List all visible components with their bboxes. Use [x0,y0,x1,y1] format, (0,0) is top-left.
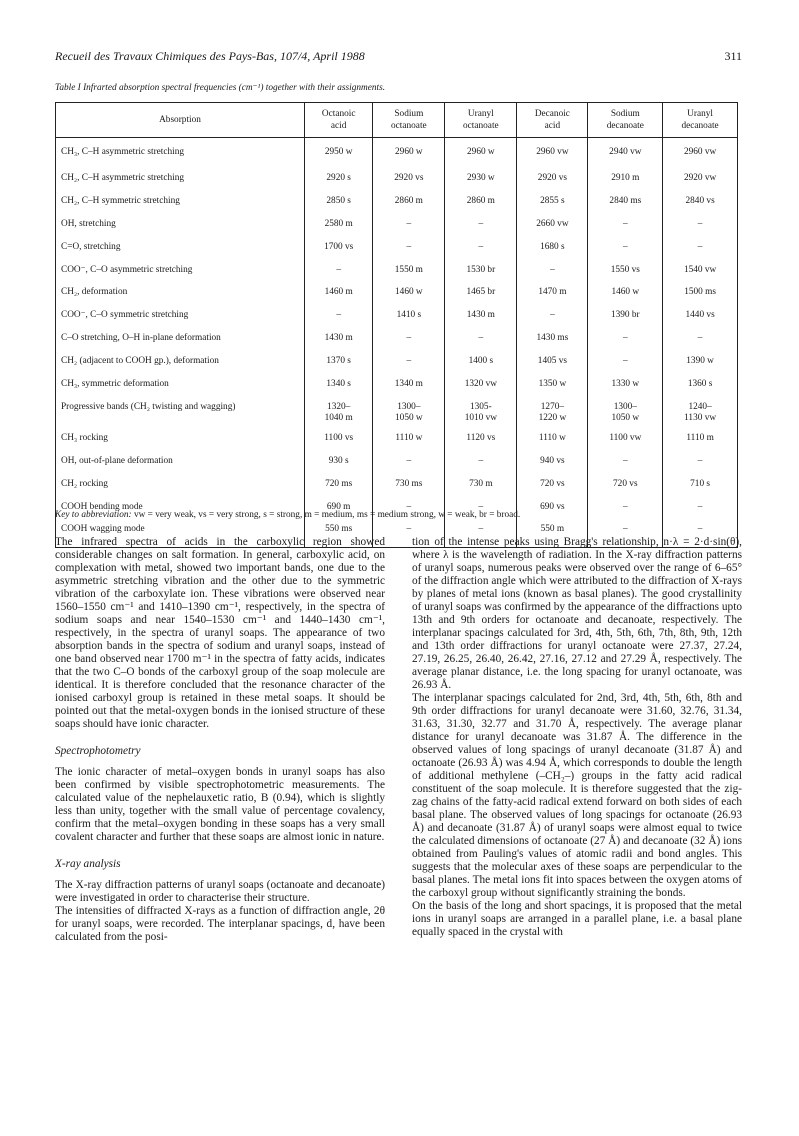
frequency-cell: – [588,238,663,261]
frequency-cell: 1340 m [373,375,445,398]
frequency-cell: 930 s [305,452,373,475]
frequency-cell: 1320– 1040 m [305,398,373,429]
paragraph: tion of the intense peaks using Bragg's relationship, n·λ = 2·d·sin(θ), where λ is the wavelength of radiation. In the X-ray diffraction patterns of uranyl soaps, numerous peaks were observed over the range of 6–65° of the diffraction angle which were attributed to the diffraction of X-rays by planes of metal ions (known as basal planes). The good crystallinity of uranyl soaps was confirmed by the appearance of the diffractions upto 13th and 9th orders for octanoate and decanoate, respectively. The interplanar spacings calculated for 3rd, 4th, 5th, 6th, 7th, 8th, 9th, 12th and 13th order diffractions for uranyl octanoate were 27.37, 27.24, 27.19, 26.25, 26.40, 26.42, 27.16, 27.12 and 27.29 Å, respectively. The average planar distance, i.e. the long spacing for uranyl octanoate, was 26.93 Å. [412,536,742,691]
absorption-cell: OH, out-of-plane deformation [61,455,173,466]
frequency-cell: 1240– 1130 vw [663,398,738,429]
frequency-cell: 2920 vs [373,169,445,192]
absorption-cell: COOH wagging mode [61,524,145,535]
absorption-cell: COO⁻, C–O symmetric stretching [61,310,189,321]
frequency-cell: – [445,329,517,352]
frequency-cell: 1305- 1010 vw [445,398,517,429]
table-row [56,192,738,215]
column-header [56,103,305,138]
column-header-line: decanoate [681,121,719,131]
table-row [56,329,738,352]
frequency-cell: 2960 vw [517,138,588,170]
frequency-cell: 1410 s [373,306,445,329]
frequency-cell: 1465 br [445,283,517,306]
left-column [55,536,385,944]
column-header-line: Absorption [159,115,201,125]
ir-spectra-table [55,102,738,548]
column-header-line: acid [330,121,347,131]
frequency-cell: 1360 s [663,375,738,398]
column-header-line: octanoate [463,121,499,131]
table-row [56,238,738,261]
absorption-cell: C=O, stretching [61,241,121,252]
frequency-cell: – [445,452,517,475]
absorption-cell: CH₂ rocking [61,478,108,489]
absorption-cell: CH₃, C–H asymmetric stretching [61,147,185,157]
frequency-cell: 2940 vw [588,138,663,170]
frequency-cell: – [517,306,588,329]
frequency-cell: – [588,329,663,352]
column-header-line: Uranyl [687,109,713,119]
frequency-cell: – [663,238,738,261]
column-header [445,103,517,138]
paragraph: The ionic character of metal–oxygen bonds in uranyl soaps has also been confirmed by visible spectrophotometric measurements. The calculated value of the nephelauxetic ratio, B (0.94), which is slightly less than unity, together with the small value of percentage covalency, confirm that the metal–oxygen bonding in these soaps has a very small covalent character and further that these soaps are almost ionic in nature. [55,766,385,843]
column-header-line: decanoate [606,121,644,131]
frequency-cell: 1700 vs [305,238,373,261]
frequency-cell: 2950 w [305,138,373,170]
column-header-line: Octanoic [321,109,356,119]
frequency-cell: 1100 vs [305,429,373,452]
frequency-cell: 1110 w [373,429,445,452]
absorption-cell: CH₂, C–H symmetric stretching [61,195,180,206]
key-text: vw = very weak, vs = very strong, s = strong, m = medium, ms = medium strong, w = weak, br = broad. [133,510,521,520]
table-row [56,169,738,192]
column-header-line: Uranyl [467,109,494,119]
absorption-cell: CH₃ rocking [61,432,108,443]
frequency-cell: – [663,329,738,352]
column-header-line: acid [544,121,561,131]
absorption-cell: Progressive bands (CH₂ twisting and wagging) [61,401,236,412]
frequency-cell: – [588,215,663,238]
frequency-cell: 2840 vs [663,192,738,215]
frequency-cell: 710 s [663,475,738,498]
frequency-cell: 1100 vw [588,429,663,452]
frequency-cell: 2855 s [517,192,588,215]
frequency-cell: – [305,261,373,284]
frequency-cell: 2920 vs [517,169,588,192]
absorption-cell: CH₂, deformation [61,287,128,298]
running-head [55,49,742,67]
column-header [588,103,663,138]
absorption-cell: C–O stretching, O–H in-plane deformation [61,333,221,344]
frequency-cell: 720 ms [305,475,373,498]
frequency-cell: – [373,498,445,521]
paragraph: The interplanar spacings calculated for 2nd, 3rd, 4th, 5th, 6th, 8th and 9th order diffractions for uranyl decanoate were 31.60, 32.76, 31.34, 31.63, 31.30, 32.77 and 31.70 Å, respectively. The average planar distance for uranyl decanoate was 31.87 Å. The difference in the observed values of long spacings of uranyl decanoate (31.87 Å) and octanoate (26.93 Å) was 4.94 Å, which corresponds to double the length of additional methylene (–CH₂–) groups in the fatty acid radical constituent of the soap molecule. It is therefore suggested that the zig-zag chains of the fatty-acid radical extend forward on both sides of each basal plane. The observed values of long spacings for octanoate (26.93 Å) and decanoate (31.87 Å) of uranyl soaps were almost equal to twice the calculated dimensions of octanoate (27 Å) and decanoate (32 Å) ions obtained from Pauling's values of atomic radii and bond angles. This suggests that the molecular axes of these soaps are perpendicular to the basal planes. The metal ions fit into spaces between the oxygen atoms of the carboxyl group without significantly straining the bonds. [412,692,742,899]
frequency-cell: – [373,238,445,261]
frequency-cell: 940 vs [517,452,588,475]
table-row [56,283,738,306]
absorption-cell: CH₂, C–H asymmetric stretching [61,173,185,183]
frequency-cell: 1680 s [517,238,588,261]
frequency-cell: – [588,520,663,547]
frequency-cell: 690 m [305,498,373,521]
table-row [56,398,738,429]
right-column [412,536,742,939]
table-row [56,261,738,284]
frequency-cell: 1110 w [517,429,588,452]
column-header-line: Sodium [610,109,640,119]
frequency-cell: 1270– 1220 w [517,398,588,429]
frequency-cell: – [445,215,517,238]
frequency-cell: 1470 m [517,283,588,306]
frequency-cell: 720 vs [517,475,588,498]
column-header [663,103,738,138]
frequency-cell: 720 vs [588,475,663,498]
paragraph: On the basis of the long and short spacings, it is proposed that the metal ions in uranyl soaps are arranged in a parallel plane, i.e. a basal plane equally spaced in the crystal with [412,900,742,938]
key-label: Key to abbreviation: [55,510,132,520]
frequency-cell: 690 vs [517,498,588,521]
frequency-cell: 2840 ms [588,192,663,215]
frequency-cell: 1430 ms [517,329,588,352]
frequency-cell: 2580 m [305,215,373,238]
frequency-cell: – [373,215,445,238]
frequency-cell: 1120 vs [445,429,517,452]
frequency-cell: 1390 br [588,306,663,329]
frequency-cell: 1300– 1050 w [373,398,445,429]
frequency-cell: 1550 vs [588,261,663,284]
paragraph: The X-ray diffraction patterns of uranyl soaps (octanoate and decanoate) were investigated in order to characterise their structure. [55,879,385,904]
frequency-cell: 1370 s [305,352,373,375]
frequency-cell: 1340 s [305,375,373,398]
frequency-cell: 2850 s [305,192,373,215]
frequency-cell: 1530 br [445,261,517,284]
frequency-cell: 2920 s [305,169,373,192]
column-header [373,103,445,138]
frequency-cell: 1460 w [588,283,663,306]
frequency-cell: 550 m [517,520,588,547]
abbreviation-key [55,510,520,520]
frequency-cell: 1540 vw [663,261,738,284]
frequency-cell: 2860 m [445,192,517,215]
frequency-cell: 1390 w [663,352,738,375]
frequency-cell: 1320 vw [445,375,517,398]
frequency-cell: – [663,215,738,238]
frequency-cell: – [517,261,588,284]
column-header [305,103,373,138]
frequency-cell: – [588,498,663,521]
frequency-cell: 1300– 1050 w [588,398,663,429]
frequency-cell: 1500 ms [663,283,738,306]
frequency-cell: – [373,520,445,547]
table-body [56,138,738,548]
table-row [56,452,738,475]
frequency-cell: – [663,520,738,547]
frequency-cell: 2660 vw [517,215,588,238]
frequency-cell: – [445,520,517,547]
absorption-cell: CH₂ (adjacent to COOH gp.), deformation [61,356,219,367]
frequency-cell: 730 ms [373,475,445,498]
frequency-cell: 1110 m [663,429,738,452]
paragraph: The intensities of diffracted X-rays as a function of diffraction angle, 2θ for uranyl soaps, were recorded. The interplanar spacings, d, have been calculated from the posi- [55,905,385,943]
column-header [517,103,588,138]
absorption-cell: COO⁻, C–O asymmetric stretching [61,264,193,275]
frequency-cell: 1330 w [588,375,663,398]
frequency-cell: – [663,452,738,475]
table-row [56,215,738,238]
frequency-cell: – [588,352,663,375]
frequency-cell: 1405 vs [517,352,588,375]
frequency-cell: – [588,452,663,475]
table-header-row [56,103,738,138]
page-number: 311 [724,49,742,63]
frequency-cell: 1350 w [517,375,588,398]
table-caption: Table I Infrarted absorption spectral frequencies (cm⁻¹) together with their assignments. [55,83,386,93]
frequency-cell: 2860 m [373,192,445,215]
frequency-cell: – [445,498,517,521]
frequency-cell: 1430 m [445,306,517,329]
table-row [56,138,738,170]
frequency-cell: 1440 vs [663,306,738,329]
frequency-cell: – [373,452,445,475]
column-header-line: Sodium [394,109,424,119]
frequency-cell: 2920 vw [663,169,738,192]
frequency-cell: 730 m [445,475,517,498]
frequency-cell: 2930 w [445,169,517,192]
table-row [56,352,738,375]
frequency-cell: 2960 w [445,138,517,170]
section-heading-xray: X-ray analysis [55,858,121,870]
frequency-cell: 550 ms [305,520,373,547]
paragraph: The infrared spectra of acids in the carboxylic region showed considerable changes on salt formation. In general, carboxylic acid, on complexation with metal, showed two important bands, one due to the asymmetric stretching vibration and the other due to the symmetric vibration of the carboxylate ion. These vibrations were observed near 1560–1550 cm⁻¹ and 1410–1390 cm⁻¹, respectively, in the spectra of sodium soaps and near 1540–1530 cm⁻¹ and 1440–1430 cm⁻¹, respectively, in the spectra of uranyl soaps. The appearance of two absorption bands in the spectra of sodium and uranyl soaps, instead of one band observed near 1700 m⁻¹ in the spectra of fatty acids, indicates that the two C–O bonds of the carboxyl group of the soap molecule are identical. It is therefore concluded that the resonance character of the ionised carboxyl group is retained in these metal soaps. It should be pointed out that the metal-oxygen bonds in the ionised structure of these soaps should have ionic character. [55,536,385,730]
frequency-cell: – [373,352,445,375]
column-header-line: octanoate [391,121,427,131]
frequency-cell: 2910 m [588,169,663,192]
absorption-cell: COOH bending mode [61,501,143,512]
table-row [56,306,738,329]
frequency-cell: 2960 vw [663,138,738,170]
table-row [56,475,738,498]
table-row [56,375,738,398]
section-heading-spectrophotometry: Spectrophotometry [55,745,141,757]
frequency-cell: 2960 w [373,138,445,170]
absorption-cell: OH, stretching [61,218,116,229]
journal-title: Recueil des Travaux Chimiques des Pays-Bas, 107/4, April 1988 [55,49,365,63]
absorption-cell: CH₃, symmetric deformation [61,379,169,390]
column-header-line: Decanoic [534,109,570,119]
frequency-cell: 1460 m [305,283,373,306]
frequency-cell: – [663,498,738,521]
table-row [56,429,738,452]
frequency-cell: – [305,306,373,329]
frequency-cell: – [445,238,517,261]
frequency-cell: 1460 w [373,283,445,306]
frequency-cell: 1550 m [373,261,445,284]
frequency-cell: 1430 m [305,329,373,352]
frequency-cell: – [373,329,445,352]
frequency-cell: 1400 s [445,352,517,375]
